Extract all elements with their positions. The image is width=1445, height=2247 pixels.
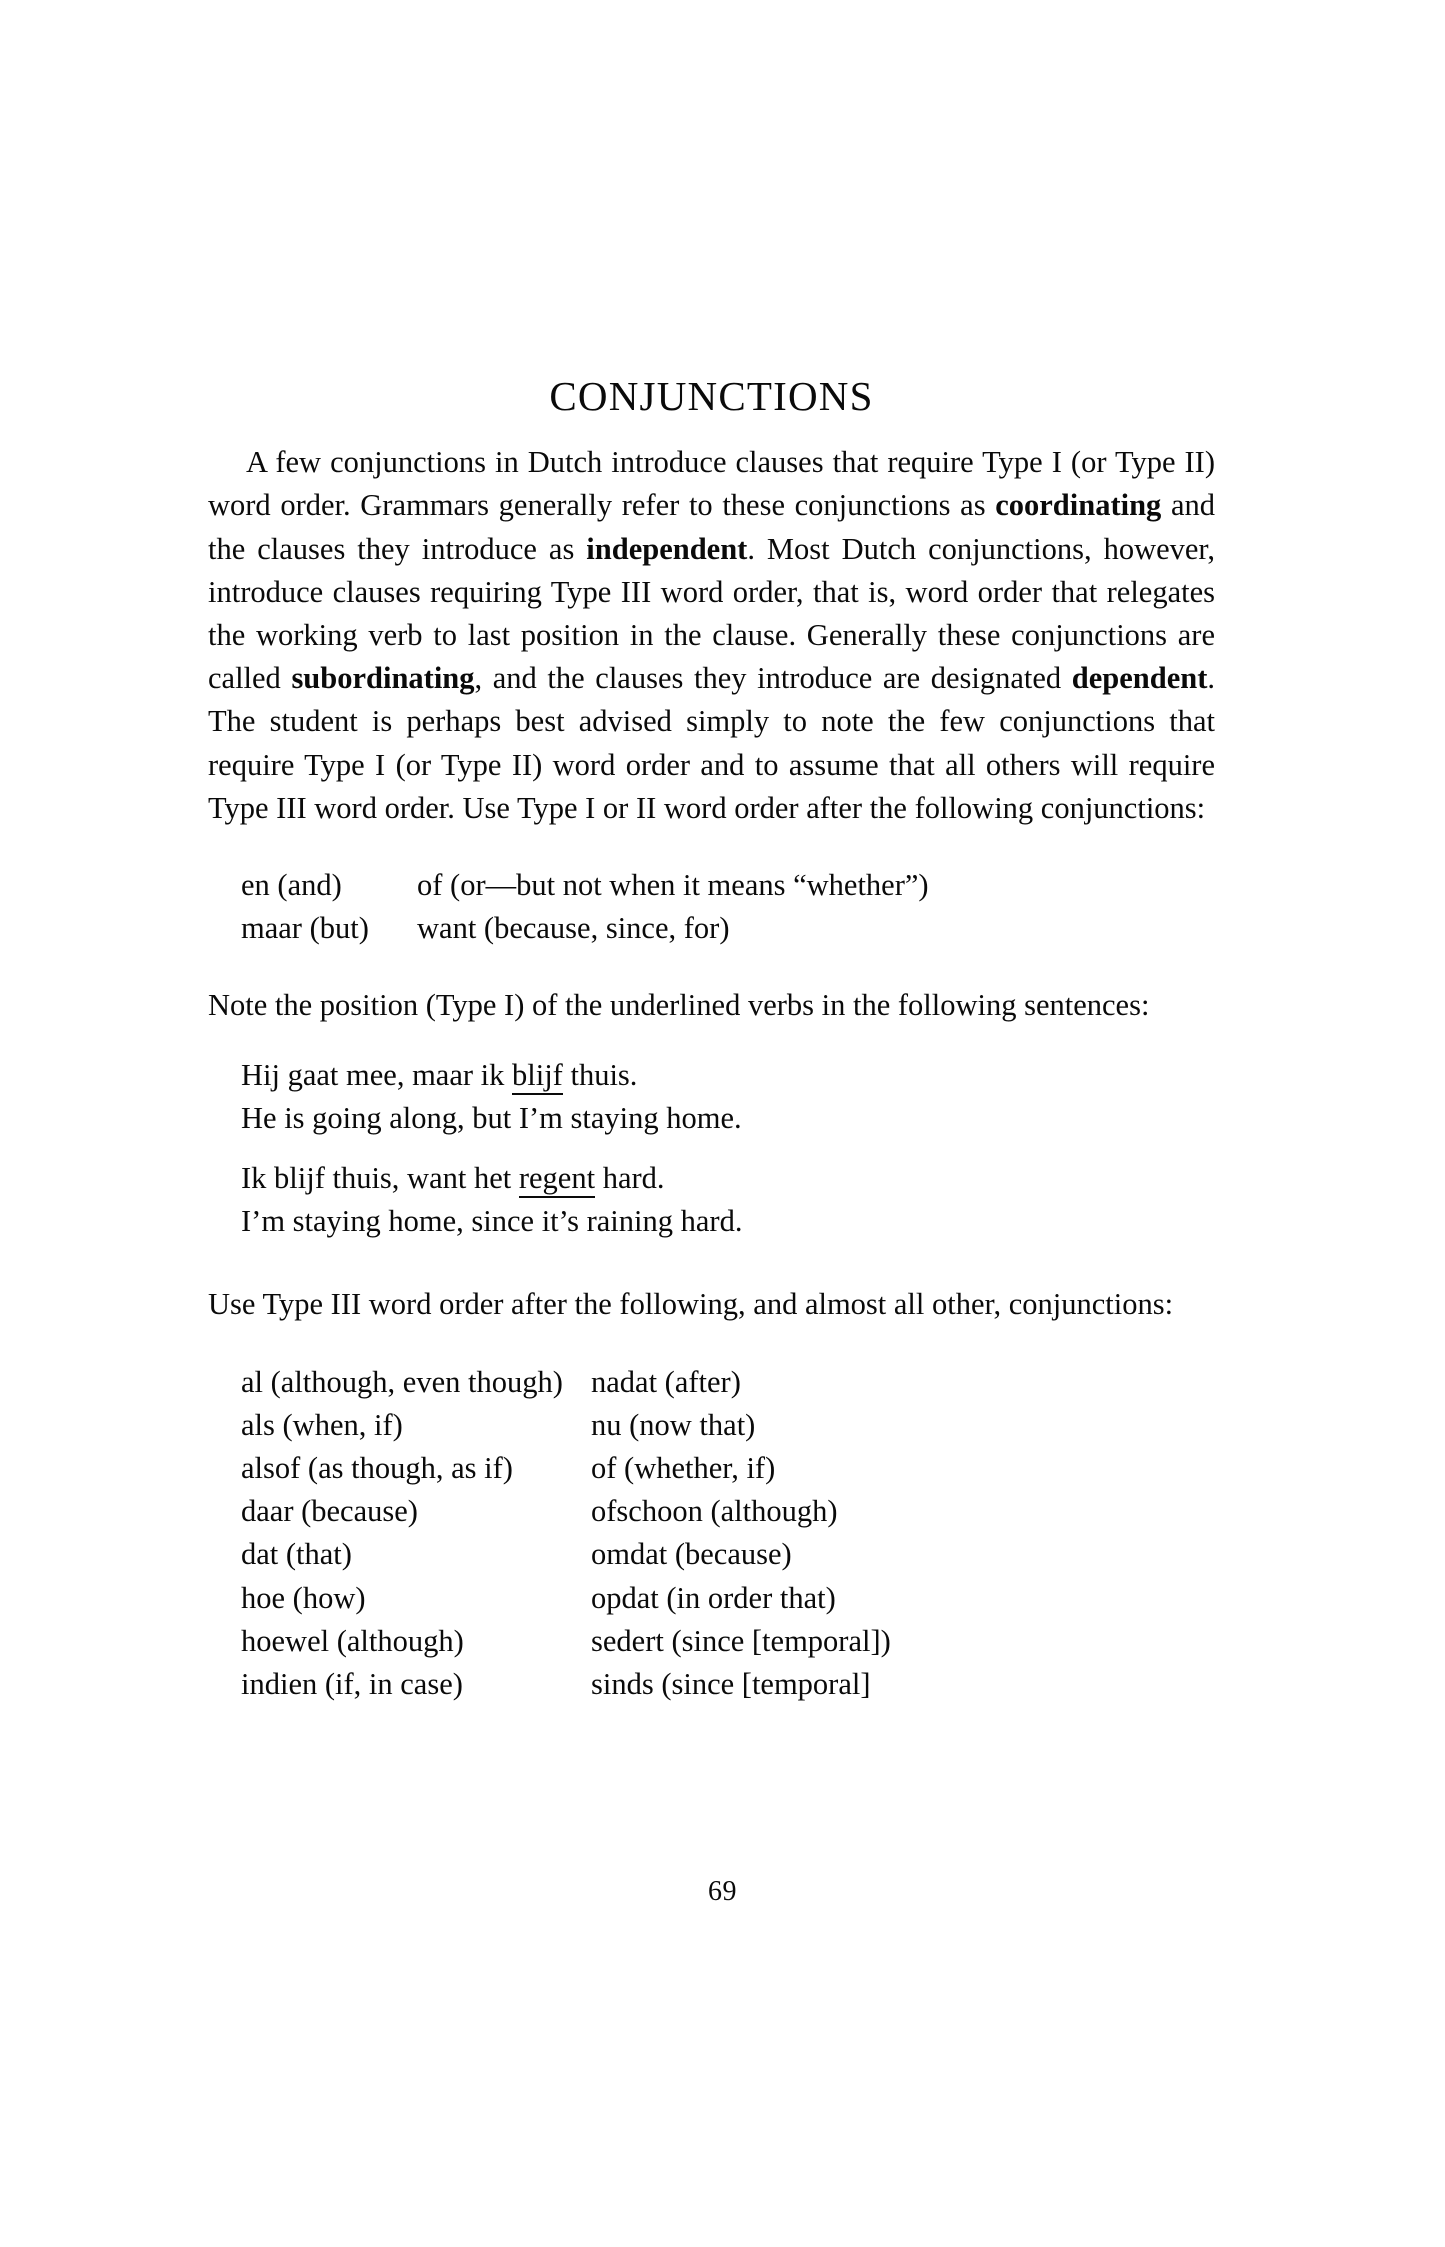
list-item: hoewel (although) [241,1623,464,1658]
list-item: al (although, even though) [241,1364,563,1399]
intro-segment-5: . The student is perhaps best advised simply to note the few conjunctions that require Type I (or Type II) word order and to assume that all others will require Type III word order. Use Type I or II word order after the following conjunctions: [208,661,1216,825]
intro-segment-2: and the clauses they introduce as [208,488,1215,566]
note-paragraph: Note the position (Type I) of the underlined verbs in the following sentences: [208,988,1150,1023]
list-item: dat (that) [241,1537,352,1572]
example-dutch-0 [241,1054,1215,1097]
type-one-dutch-1: maar (but) [241,911,369,946]
term-independent: independent [586,531,748,566]
type-one-english-1: want (because, since, for) [417,911,730,946]
spacer [208,950,1215,984]
example-english-0: He is going along, but I’m staying home. [241,1100,742,1135]
intro-segment-3: . Most Dutch conjunctions, however, introduce clauses requiring Type III word order, that is, word order that relegates the working verb to last position in the clause. Generally these conjunctions are called [208,531,1215,696]
list-item: hoe (how) [241,1580,366,1615]
type-three-conjunction-list [241,1361,1215,1707]
example-sentences [241,1054,1215,1244]
example-dutch-1 [241,1157,1215,1200]
conjunction-column-right [591,1361,971,1707]
example-group-0 [241,1054,1215,1140]
intro-segment-1: A few conjunctions in Dutch introduce clauses that require Type I (or Type II) word order. Grammars generally refer to these conjunctions as [208,445,1215,523]
example-dutch-1-post: hard. [595,1160,665,1195]
list-item: sinds (since [temporal] [591,1666,871,1701]
page-content [208,374,1215,1706]
list-item: omdat (because) [591,1537,792,1572]
list-item: nu (now that) [591,1407,756,1442]
example-english-1: I’m staying home, since it’s raining hard. [241,1204,743,1239]
table-row [241,907,929,950]
term-dependent: dependent [1071,661,1208,696]
intro-paragraph [208,441,1215,830]
list-item: daar (because) [241,1494,418,1529]
term-coordinating: coordinating [995,488,1162,523]
page-title: CONJUNCTIONS [549,373,874,419]
list-item: opdat (in order that) [591,1580,836,1615]
spacer [208,1243,1215,1283]
underlined-verb-blijf: blijf [512,1058,563,1095]
page-number: 69 [708,1876,737,1907]
term-subordinating: subordinating [291,661,475,696]
list-item: alsof (as though, as if) [241,1450,513,1485]
list-item: als (when, if) [241,1407,403,1442]
spacer [208,1028,1215,1054]
list-item: of (whether, if) [591,1450,776,1485]
type-three-paragraph: Use Type III word order after the following, and almost all other, conjunctions: [208,1287,1174,1322]
example-dutch-1-pre: Ik blijf thuis, want het [241,1160,519,1195]
example-dutch-0-pre: Hij gaat mee, maar ik [241,1057,513,1092]
example-dutch-0-post: thuis. [562,1057,638,1092]
intro-segment-4: , and the clauses they introduce are designated [474,661,1072,696]
list-item: nadat (after) [591,1364,741,1399]
type-one-english-0: of (or—but not when it means “whether”) [417,867,929,902]
list-item: indien (if, in case) [241,1666,463,1701]
type-one-conjunction-table [241,864,929,950]
table-row [241,864,929,907]
spacer [208,830,1215,864]
type-one-dutch-0: en (and) [241,867,342,902]
list-item: ofschoon (although) [591,1494,838,1529]
spacer [208,1327,1215,1361]
underlined-verb-regent: regent [519,1161,595,1198]
conjunction-column-left [241,1361,591,1707]
example-group-1 [241,1157,1215,1243]
list-item: sedert (since [temporal]) [591,1623,891,1658]
